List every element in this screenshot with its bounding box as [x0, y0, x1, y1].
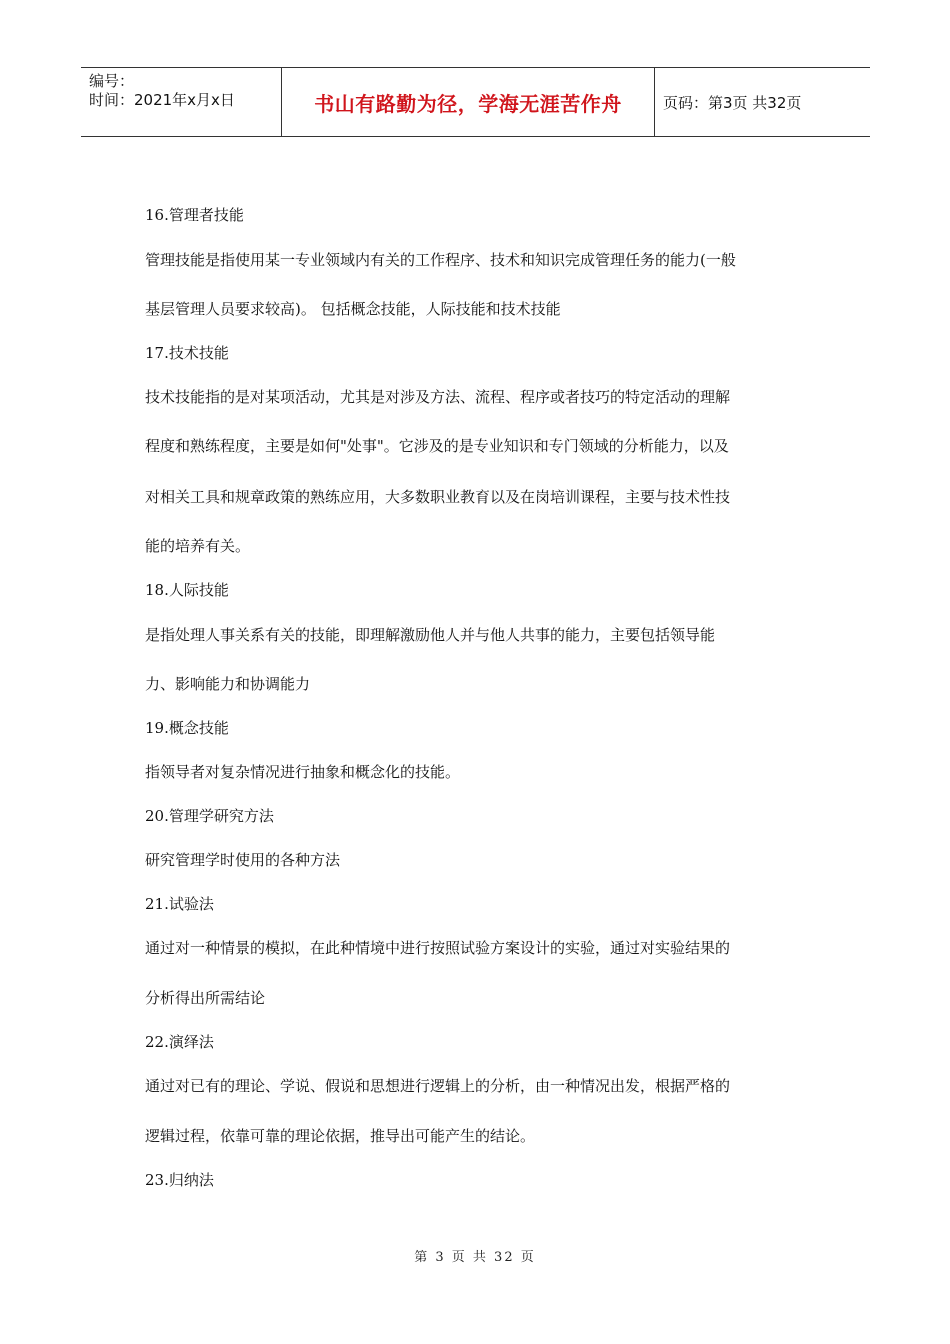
section-heading: 16.管理者技能 — [145, 206, 244, 224]
paragraph-line: 指领导者对复杂情况进行抽象和概念化的技能。 — [145, 763, 461, 781]
paragraph-line: 通过对已有的理论、学说、假说和思想进行逻辑上的分析，由一种情况出发，根据严格的 — [145, 1077, 731, 1095]
header-page-info: 页码：第3页 共32页 — [663, 93, 802, 112]
section-heading: 22.演绎法 — [145, 1033, 214, 1051]
section-heading: 19.概念技能 — [145, 719, 229, 737]
header-meta — [89, 72, 235, 110]
paragraph-line: 是指处理人事关系有关的技能，即理解激励他人并与他人共事的能力，主要包括领导能 — [145, 626, 716, 644]
section-heading: 18.人际技能 — [145, 581, 229, 599]
paragraph-line: 对相关工具和规章政策的熟练应用，大多数职业教育以及在岗培训课程，主要与技术性技 — [145, 488, 731, 506]
section-heading: 20.管理学研究方法 — [145, 807, 274, 825]
section-heading: 17.技术技能 — [145, 344, 229, 362]
paragraph-line: 技术技能指的是对某项活动，尤其是对涉及方法、流程、程序或者技巧的特定活动的理解 — [145, 388, 731, 406]
section-heading: 23.归纳法 — [145, 1171, 214, 1189]
paragraph-line: 管理技能是指使用某一专业领域内有关的工作程序、技术和知识完成管理任务的能力(一般 — [145, 251, 736, 269]
paragraph-line: 分析得出所需结论 — [145, 989, 266, 1007]
paragraph-line: 逻辑过程，依靠可靠的理论依据，推导出可能产生的结论。 — [145, 1127, 536, 1145]
paragraph-line: 程度和熟练程度，主要是如何"处事"。它涉及的是专业知识和专门领域的分析能力，以及 — [145, 437, 729, 455]
section-heading: 21.试验法 — [145, 895, 214, 913]
document-number-label: 编号： — [89, 72, 135, 90]
paragraph-line: 通过对一种情景的模拟，在此种情境中进行按照试验方案设计的实验，通过对实验结果的 — [145, 939, 731, 957]
paragraph-line: 能的培养有关。 — [145, 537, 251, 555]
header-motto: 书山有路勤为径，学海无涯苦作舟 — [314, 91, 622, 116]
paragraph-line: 研究管理学时使用的各种方法 — [145, 851, 341, 869]
document-date: 时间：2021年x月x日 — [89, 91, 235, 109]
paragraph-line: 力、影响能力和协调能力 — [145, 675, 311, 693]
page-header — [81, 67, 870, 137]
paragraph-line: 基层管理人员要求较高)。 包括概念技能，人际技能和技术技能 — [145, 300, 561, 318]
page-footer: 第 3 页 共 32 页 — [414, 1250, 536, 1265]
header-divider — [654, 68, 655, 136]
